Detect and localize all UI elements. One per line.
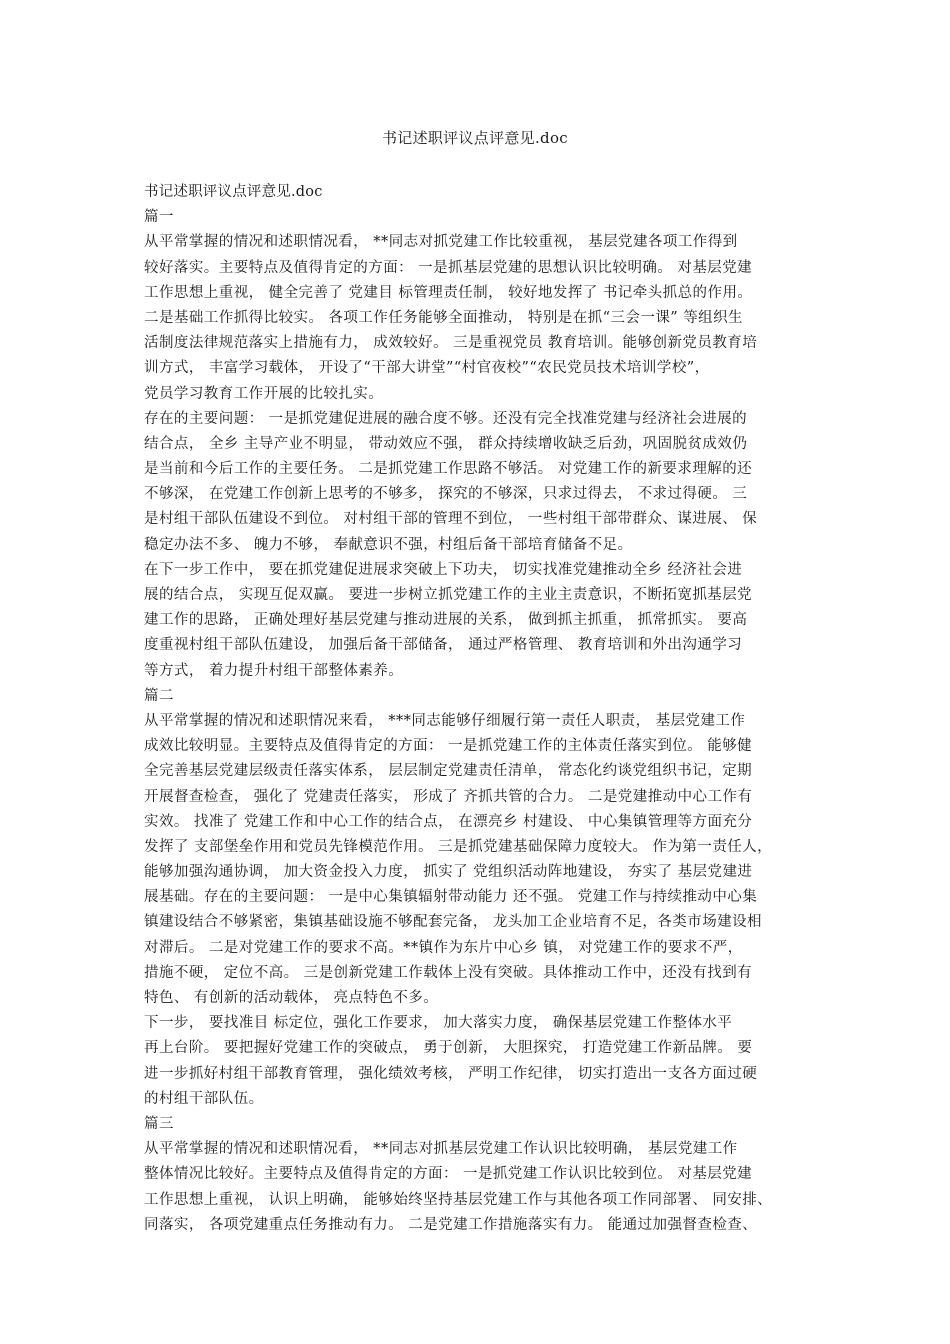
text-line: 开展督查检查， 强化了 党建责任落实， 形成了 齐抓共管的合力。 二是党建推动中心工作有	[144, 788, 753, 805]
text-line: 党员学习教育工作开展的比较扎实。	[144, 385, 384, 402]
text-line: 活制度法律规范落实上措施有力， 成效较好。 三是重视党员 教育培训。能够创新党员教育培	[144, 335, 758, 352]
text-line: 书记述职评议点评意见.doc	[144, 184, 323, 200]
text-line: 能够加强沟通协调， 加大资金投入力度， 抓实了 党组织活动阵地建设， 夯实了 基层党建进	[144, 864, 753, 881]
text-line: 训方式， 丰富学习载体， 开设了“干部大讲堂”“村官夜校”“农民党员技术培训学校”，	[144, 360, 710, 377]
text-line: 二是基础工作抓得比较实。 各项工作任务能够全面推动， 特别是在抓“三会一课” 等组织生	[144, 309, 743, 326]
text-line: 整体情况比较好。主要特点及值得肯定的方面： 一是抓党建工作认识比较到位。 对基层党建	[144, 1166, 753, 1183]
text-line: 同落实， 各项党建重点任务推动有力。 二是党建工作措施落实有力。 能通过加强督查检查、	[144, 1216, 758, 1233]
text-line: 从平常掌握的情况和述职情况来看， ***同志能够仔细履行第一责任人职责， 基层党建工作	[144, 712, 746, 729]
text-line: 发挥了 支部堡垒作用和党员先锋模范作用。 三是抓党建基础保障力度较大。 作为第一责任人，	[144, 838, 773, 855]
text-line: 稳定办法不多、 魄力不够， 奉献意识不强，村组后备干部培育储备不足。	[144, 536, 633, 553]
text-line: 进一步抓好村组干部教育管理， 强化绩效考核， 严明工作纪律， 切实打造出一支各方面过硬	[144, 1065, 758, 1082]
document-body	[144, 180, 824, 1238]
text-line: 展基础。存在的主要问题： 一是中心集镇辐射带动能力 还不强。 党建工作与持续推动中心集	[144, 889, 758, 906]
text-line: 成效比较明显。主要特点及值得肯定的方面： 一是抓党建工作的主体责任落实到位。 能够健	[144, 738, 753, 755]
text-line: 度重视村组干部队伍建设， 加强后备干部储备， 通过严格管理、 教育培训和外出沟通学习	[144, 637, 743, 654]
text-line: 存在的主要问题： 一是抓党建促进展的融合度不够。还没有完全找准党建与经济社会进展的	[144, 410, 748, 427]
text-line: 对滞后。 二是对党建工作的要求不高。**镇作为东片中心乡 镇， 对党建工作的要求不严，	[144, 939, 743, 956]
text-line: 是村组干部队伍建设不到位。 对村组干部的管理不到位， 一些村组干部带群众、谋进展、 保	[144, 511, 758, 528]
text-line: 的村组干部队伍。	[144, 1090, 264, 1107]
document-title: 书记述职评议点评意见.doc	[381, 129, 568, 147]
text-line: 不够深， 在党建工作创新上思考的不够多， 探究的不够深，只求过得去， 不求过得硬。 三	[144, 486, 748, 503]
text-line: 全完善基层党建层级责任落实体系， 层层制定党建责任清单， 常态化约谈党组织书记，定期	[144, 763, 753, 780]
text-line: 展的结合点， 实现互促双赢。 要进一步树立抓党建工作的主业主责意识，不断拓宽抓基层党	[144, 587, 753, 603]
text-line: 工作思想上重视， 健全完善了 党建目 标管理责任制， 较好地发挥了 书记牵头抓总的作用。	[144, 284, 753, 301]
text-line: 工作思想上重视， 认识上明确， 能够始终坚持基层党建工作与其他各项工作同部署、 同安排、	[144, 1191, 773, 1208]
text-line: 较好落实。主要特点及值得肯定的方面： 一是抓基层党建的思想认识比较明确。 对基层党建	[144, 259, 753, 276]
text-line: 从平常掌握的情况和述职情况看， **同志对抓基层党建工作认识比较明确， 基层党建工作	[144, 1141, 738, 1158]
text-line: 篇二	[144, 687, 174, 704]
text-line: 结合点， 全乡 主导产业不明显， 带动效应不强， 群众持续增收缺乏后劲，巩固脱贫成效仍	[144, 435, 748, 452]
text-line: 镇建设结合不够紧密，集镇基础设施不够配套完备， 龙头加工企业培育不足，各类市场建设相	[144, 914, 763, 931]
text-line: 再上台阶。 要把握好党建工作的突破点， 勇于创新， 大胆探究， 打造党建工作新品牌。 要	[144, 1040, 753, 1057]
text-line: 特色、 有创新的活动载体， 亮点特色不多。	[144, 990, 439, 1006]
text-line: 建工作的思路， 正确处理好基层党建与推动进展的关系， 做到抓主抓重， 抓常抓实。 要高	[144, 612, 748, 629]
text-line: 措施不硬， 定位不高。 三是创新党建工作载体上没有突破。具体推动工作中，还没有找到有	[144, 964, 753, 981]
text-line: 在下一步工作中， 要在抓党建促进展求突破上下功夫， 切实找准党建推动全乡 经济社会进	[144, 561, 743, 578]
text-line: 从平常掌握的情况和述职情况看， **同志对抓党建工作比较重视， 基层党建各项工作得到	[144, 234, 738, 251]
text-line: 下一步， 要找准目 标定位，强化工作要求， 加大落实力度， 确保基层党建工作整体水平	[144, 1015, 733, 1032]
text-line: 实效。 找准了 党建工作和中心工作的结合点， 在漂亮乡 村建设、 中心集镇管理等方面充分	[144, 813, 753, 830]
text-line: 篇一	[144, 209, 174, 226]
text-line: 是当前和今后工作的主要任务。 二是抓党建工作思路不够活。 对党建工作的新要求理解的还	[144, 461, 753, 478]
text-line: 等方式， 着力提升村组干部整体素养。	[144, 662, 404, 679]
text-line: 篇三	[144, 1115, 174, 1132]
